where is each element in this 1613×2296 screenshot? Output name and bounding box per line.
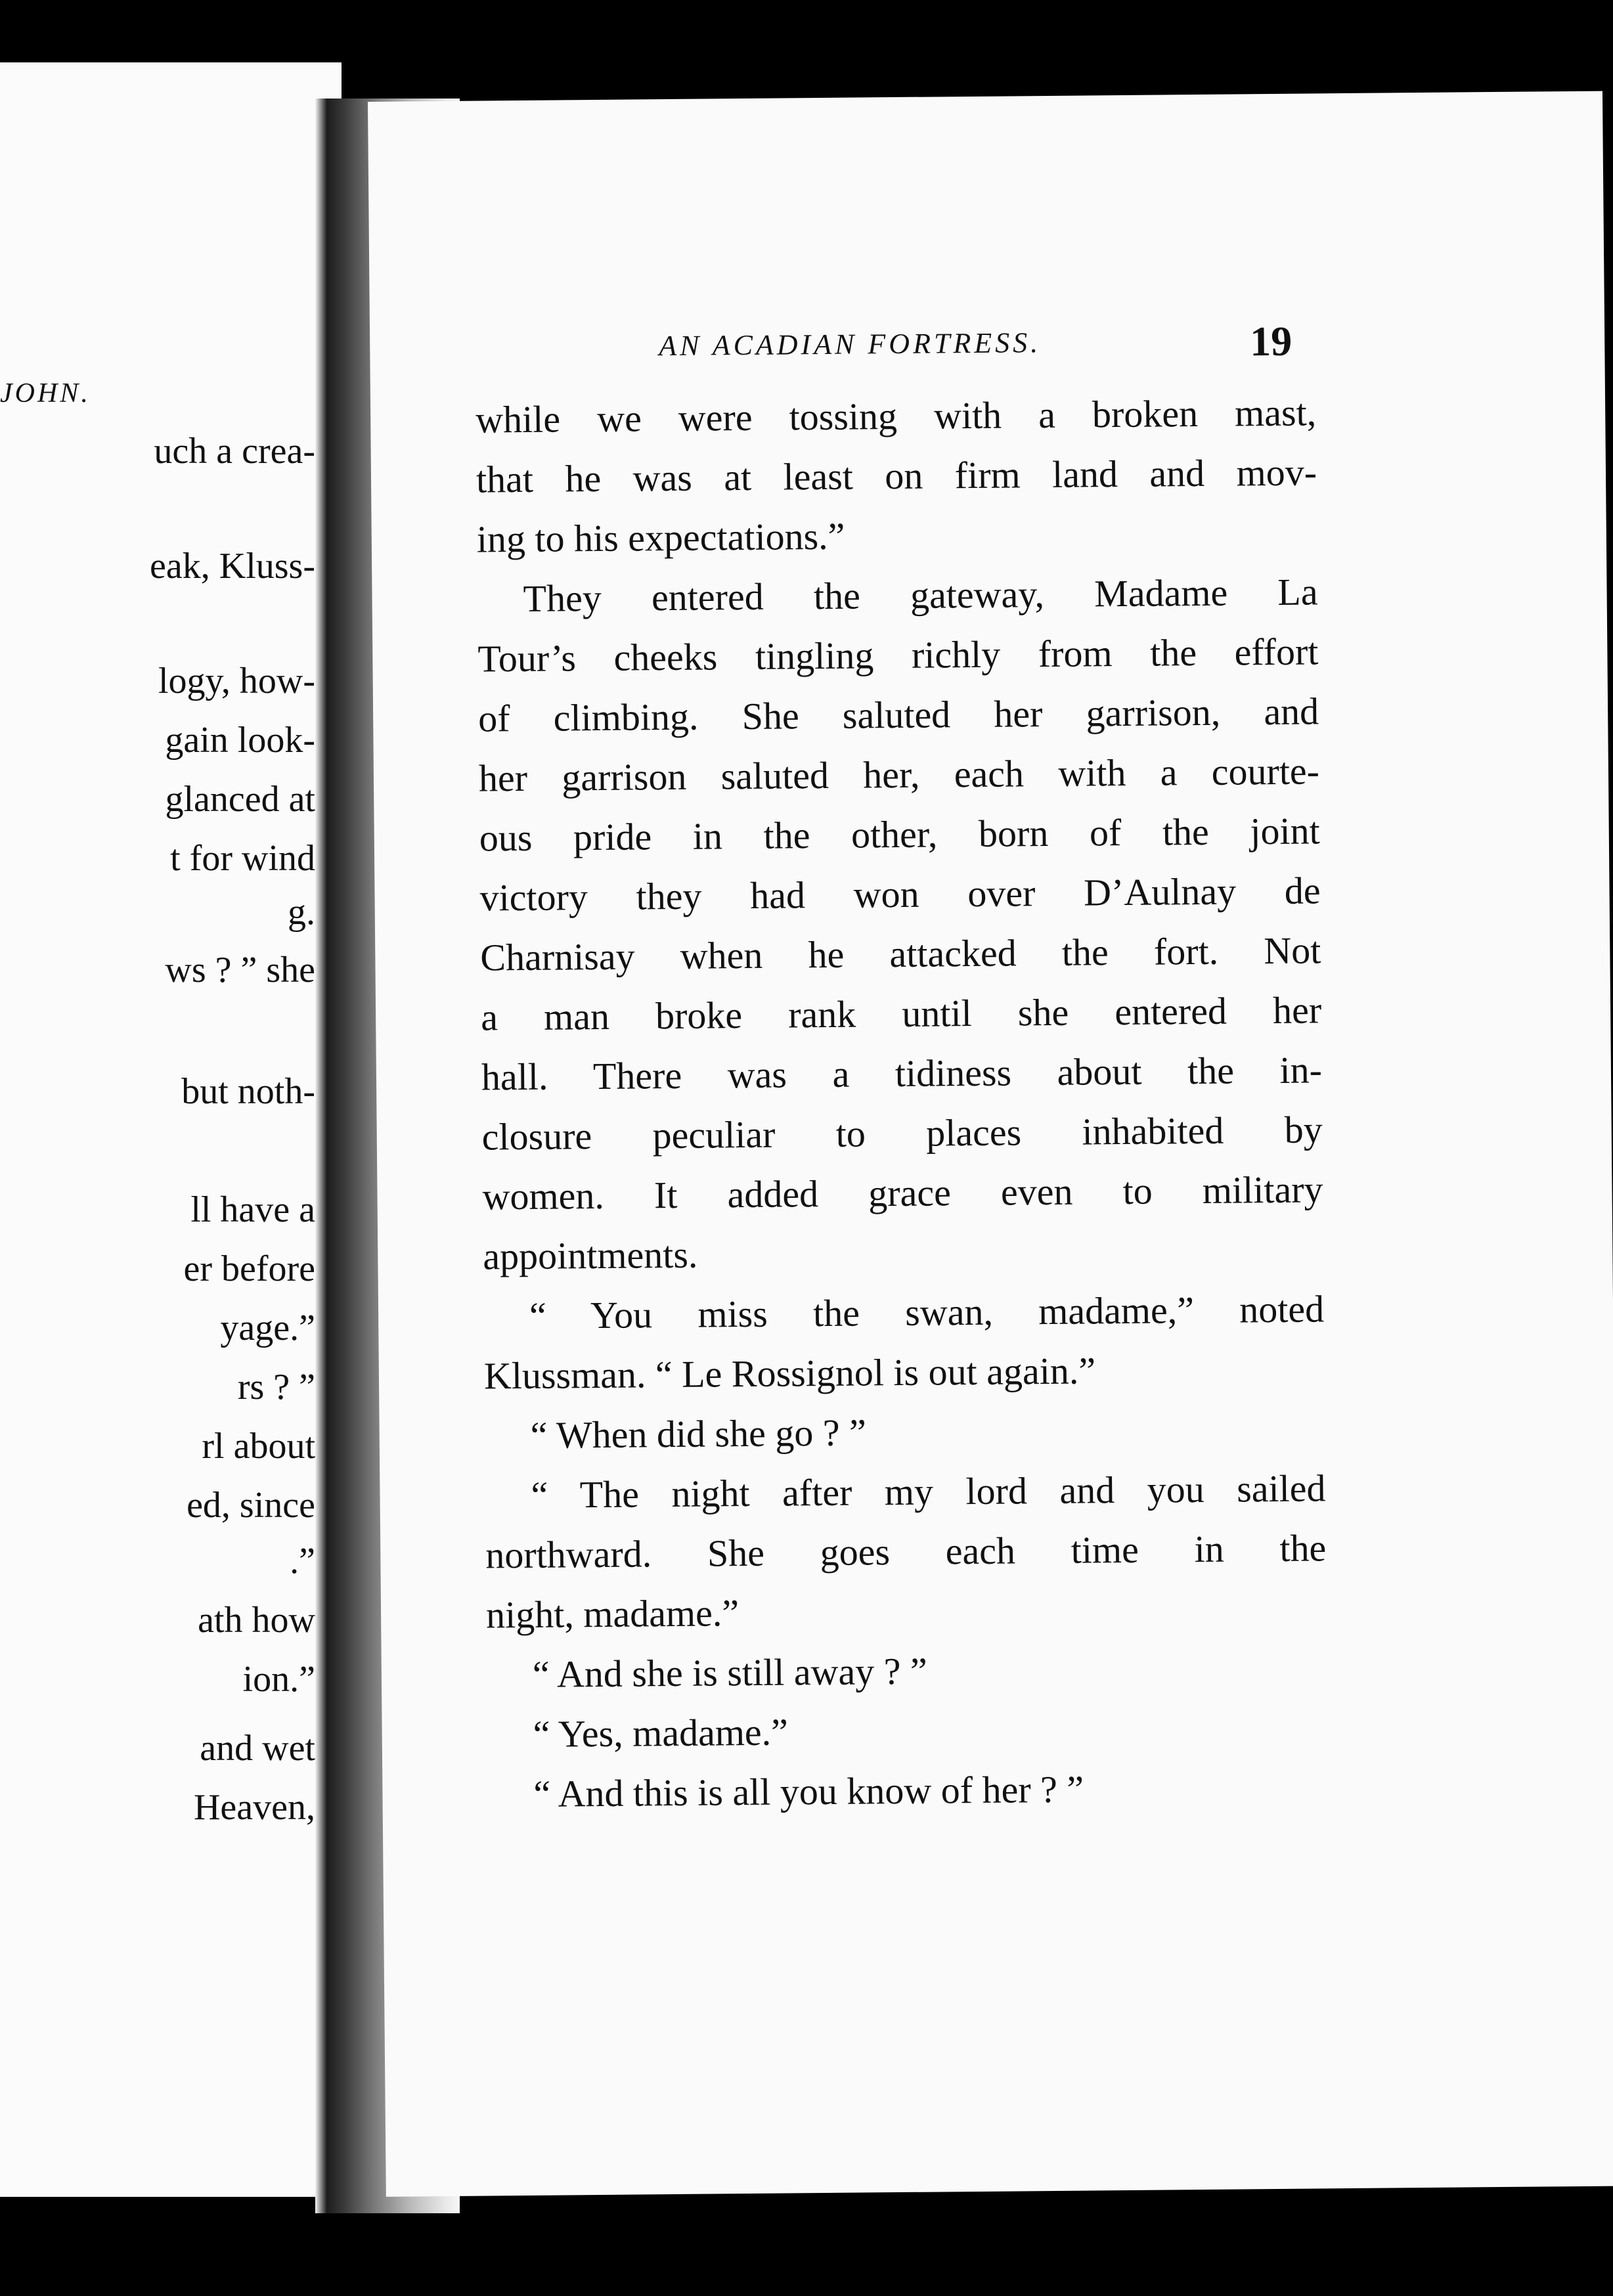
left-text-line: .” xyxy=(290,1541,315,1581)
left-text-line: uch a crea- xyxy=(154,431,315,472)
left-text-line: ion.” xyxy=(242,1659,315,1700)
left-text-line: but noth- xyxy=(181,1071,315,1112)
text-line: They entered the gateway, Madame La xyxy=(523,570,1318,620)
left-text-line: eak, Kluss- xyxy=(150,546,315,586)
left-text-line: ws ? ” she xyxy=(165,950,315,990)
left-text-line: er before xyxy=(183,1248,315,1289)
text-line: northward. She goes each time in the xyxy=(485,1526,1327,1577)
left-text-line: ath how xyxy=(198,1600,315,1641)
left-text-line: logy, how- xyxy=(158,661,315,701)
left-running-head: JOHN. xyxy=(0,378,91,408)
left-text-line: ll have a xyxy=(190,1189,315,1230)
running-head: AN ACADIAN FORTRESS. xyxy=(659,326,1042,363)
text-line: while we were tossing with a broken mast, xyxy=(475,391,1317,441)
text-line: appointments. xyxy=(483,1233,698,1278)
left-text-line: Heaven, xyxy=(193,1787,315,1828)
left-page xyxy=(0,62,342,2197)
text-line: “ When did she go ? ” xyxy=(530,1411,867,1457)
left-text-line: yage.” xyxy=(220,1308,315,1348)
text-line: Tour’s cheeks tingling richly from the effort xyxy=(477,630,1319,680)
text-line: victory they had won over D’Aulnay de xyxy=(479,869,1321,919)
left-text-line: glanced at xyxy=(165,779,315,820)
text-line: closure peculiar to places inhabited by xyxy=(481,1108,1323,1159)
page-number: 19 xyxy=(1249,317,1293,365)
text-line: Charnisay when he attacked the fort. Not xyxy=(480,929,1321,979)
text-line: “ You miss the swan, madame,” noted xyxy=(529,1287,1325,1337)
left-text-line: gain look- xyxy=(165,720,315,761)
text-line: ing to his expectations.” xyxy=(476,514,845,561)
text-line: night, madame.” xyxy=(485,1591,740,1637)
left-text-line: rl about xyxy=(202,1426,315,1467)
text-line: “ And she is still away ? ” xyxy=(532,1649,927,1696)
left-text-line: ed, since xyxy=(187,1485,315,1526)
text-line: “ Yes, madame.” xyxy=(533,1710,789,1755)
left-text-line: g. xyxy=(288,892,315,933)
left-text-line: and wet xyxy=(200,1728,315,1769)
text-line: her garrison saluted her, each with a courte- xyxy=(478,749,1320,800)
left-text-line: rs ? ” xyxy=(237,1367,315,1407)
body-text xyxy=(475,382,1329,1824)
left-text-line: t for wind xyxy=(170,838,315,879)
text-line: of climbing. She saluted her garrison, and xyxy=(477,690,1319,740)
text-line: ous pride in the other, born of the joint xyxy=(479,809,1321,860)
text-line: “ The night after my lord and you sailed xyxy=(531,1467,1326,1516)
text-line: “ And this is all you know of her ? ” xyxy=(533,1767,1084,1815)
text-line: that he was at least on firm land and mov- xyxy=(475,451,1317,501)
text-line: women. It added grace even to military xyxy=(482,1168,1323,1218)
text-line: hall. There was a tidiness about the in- xyxy=(481,1048,1323,1099)
text-line: Klussman. “ Le Rossignol is out again.” xyxy=(483,1349,1096,1398)
text-line: a man broke rank until she entered her xyxy=(480,988,1322,1039)
right-page xyxy=(368,91,1613,2197)
